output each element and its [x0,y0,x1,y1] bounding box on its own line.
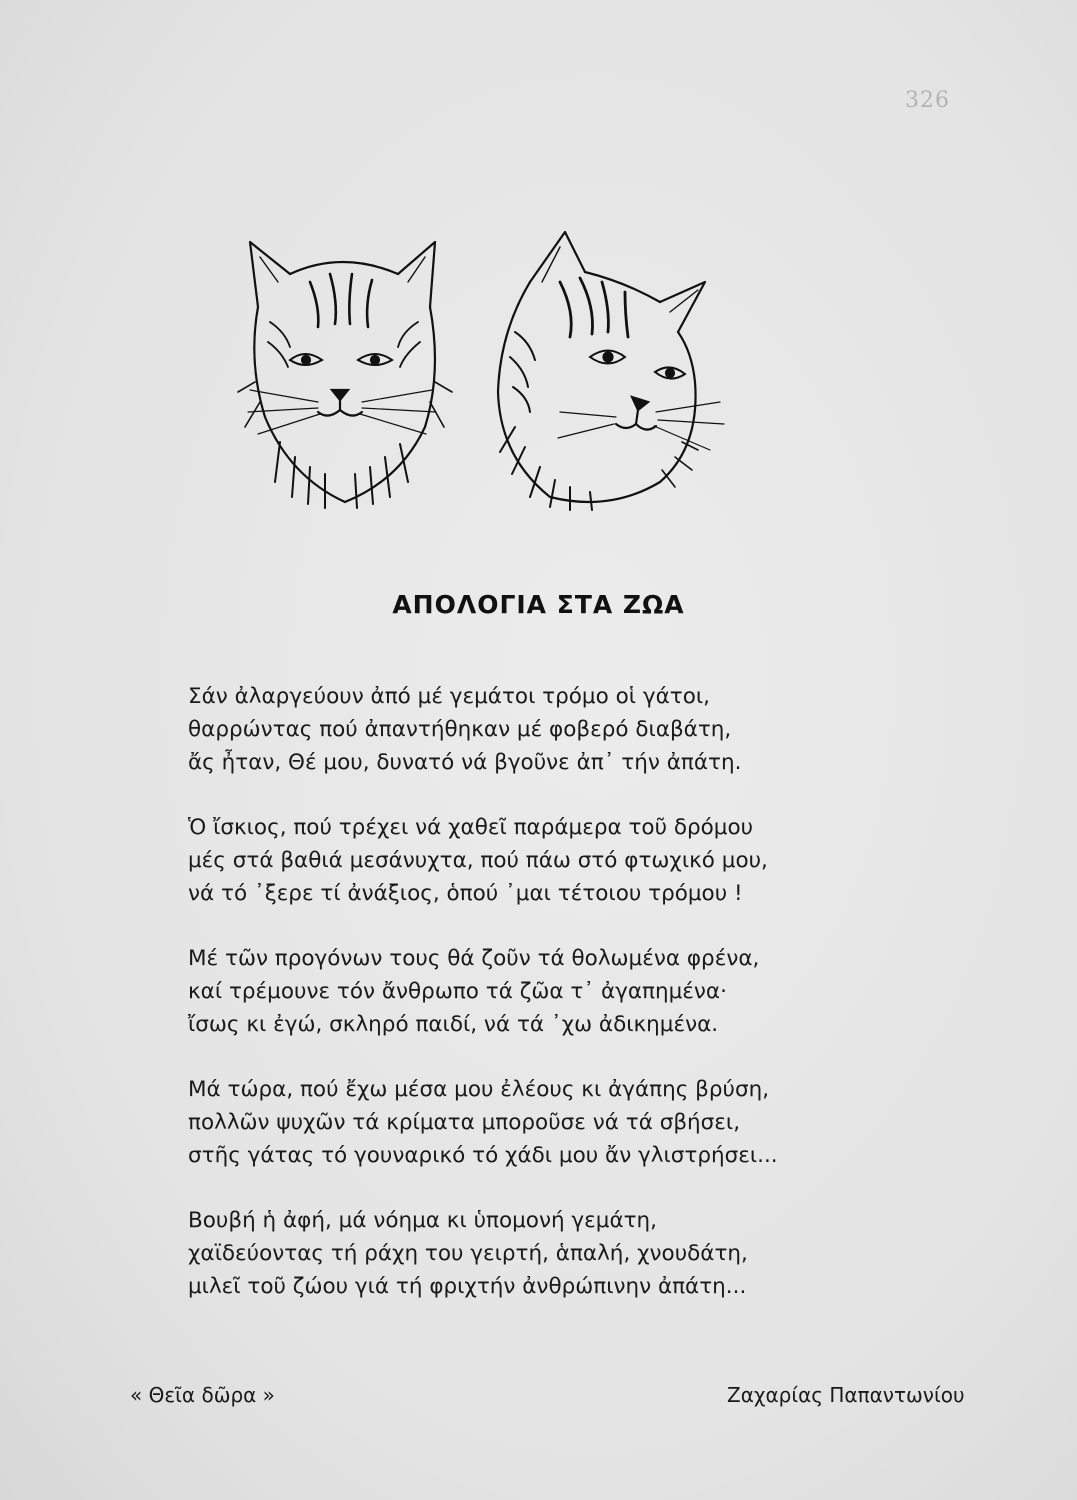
poem-title: ΑΠΟΛΟΓΙΑ ΣΤΑ ΖΩΑ [392,590,685,619]
poem-line: Μά τώρα, πού ἔχω μέσα μου ἐλέους κι ἀγάπης βρύση, [188,1077,770,1102]
poem-stanza-5 [188,1204,948,1303]
poem-line: μιλεῖ τοῦ ζώου γιά τή φριχτήν ἀνθρώπινην ἀπάτη... [188,1274,747,1299]
poem-line: ἄς ἦταν, Θέ μου, δυνατό νά βγοῦνε ἀπ᾽ τήν ἀπάτη. [188,750,742,775]
page-number: 326 [905,88,950,113]
poem-line: χαϊδεύοντας τή ράχη του γειρτή, ἁπαλή, χνουδάτη, [188,1241,748,1266]
author-name: Ζαχαρίας Παπαντωνίου [727,1383,965,1407]
poem-line: ἴσως κι ἐγώ, σκληρό παιδί, νά τά ᾽χω ἀδικημένα. [188,1012,719,1037]
poem-line: Βουβή ἡ ἀφή, μά νόημα κι ὑπομονή γεμάτη, [188,1208,658,1233]
poem-line: Σάν ἀλαργεύουν ἀπό μέ γεμάτοι τρόμο οἱ γάτοι, [188,684,710,709]
poem-line: πολλῶν ψυχῶν τά κρίματα μποροῦσε νά τά σβήσει, [188,1110,741,1135]
right-cat-head [498,232,724,510]
poem [188,680,948,1335]
poem-stanza-4 [188,1073,948,1172]
left-cat-head [238,242,452,508]
poem-line: νά τό ᾽ξερε τί ἀνάξιος, ὁπού ᾽μαι τέτοιου τρόμου ! [188,881,743,906]
poem-stanza-1 [188,680,948,779]
poem-stanza-3 [188,942,948,1041]
poem-line: καί τρέμουνε τόν ἄνθρωπο τά ζῶα τ᾽ ἀγαπημένα· [188,979,727,1004]
cat-heads-illustration [230,212,730,512]
poem-stanza-2 [188,811,948,910]
poem-line: Ὁ ἴσκιος, πού τρέχει νά χαθεῖ παράμερα τοῦ δρόμου [188,815,754,840]
poem-line: μές στά βαθιά μεσάνυχτα, πού πάω στό φτωχικό μου, [188,848,768,873]
poem-line: στῆς γάτας τό γουναρικό τό χάδι μου ἄν γλιστρήσει... [188,1143,778,1168]
poem-line: θαρρώντας πού ἀπαντήθηκαν μέ φοβερό διαβάτη, [188,717,732,742]
poem-line: Μέ τῶν προγόνων τους θά ζοῦν τά θολωμένα φρένα, [188,946,760,971]
source-attribution: « Θεῖα δῶρα » [130,1383,275,1407]
